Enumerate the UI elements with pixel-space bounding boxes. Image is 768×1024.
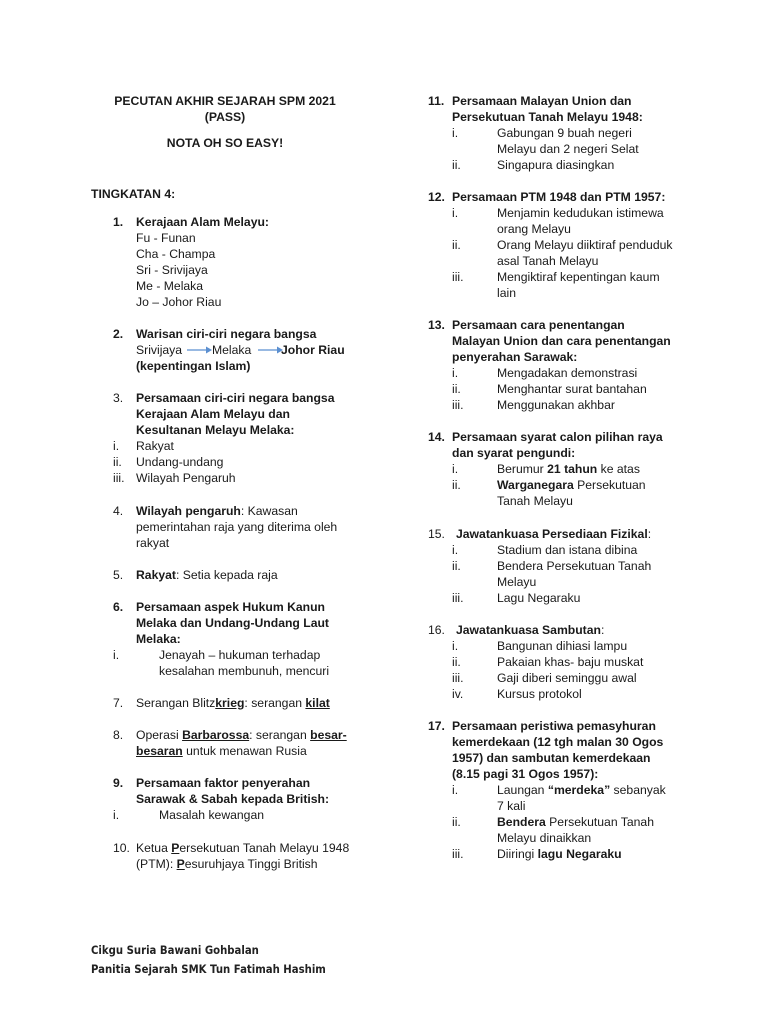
list-item: Mengiktiraf kepentingan kaum [497,270,660,284]
list-item: Laungan “merdeka” sebanyak [497,783,666,797]
list-item: Lagu Negaraku [497,591,581,605]
item-title: Persamaan ciri-ciri negara bangsa [136,391,335,405]
list-item: Berumur 21 tahun ke atas [497,462,640,476]
page-title: PECUTAN AKHIR SEJARAH SPM 2021 [114,94,336,108]
list-item: Kursus protokol [497,687,582,701]
item-title: Persekutuan Tanah Melayu 1948: [452,110,643,124]
list-item: Tanah Melayu [497,494,573,508]
roman-numeral: ii. [452,815,461,829]
item-title: Kesultanan Melayu Melaka: [136,423,295,437]
item-title: Persamaan aspek Hukum Kanun [136,600,325,614]
footer-panel: Panitia Sejarah SMK Tun Fatimah Hashim [91,962,326,976]
list-item: Wilayah Pengaruh [136,471,236,485]
item-text: (PTM): Pesuruhjaya Tinggi British [136,857,318,871]
item-number: 9. [113,776,124,790]
item-text: rakyat [136,536,170,550]
roman-numeral: iv. [452,687,464,701]
item-title: Melaka dan Undang-Undang Laut [136,616,329,630]
list-item: Melayu dan 2 negeri Selat [497,142,639,156]
item-text: pemerintahan raja yang diterima oleh [136,520,338,534]
roman-numeral: ii. [452,655,461,669]
item-number: 15. [428,527,445,541]
item-number: 4. [113,504,124,518]
item-title: Warisan ciri-ciri negara bangsa [136,327,317,341]
flow-srivijaya: Srivijaya [136,343,183,357]
roman-numeral: ii. [452,478,461,492]
arrow-right-icon [257,345,283,355]
list-item: Orang Melayu diiktiraf penduduk [497,238,673,252]
section-heading: TINGKATAN 4: [91,187,176,201]
list-item: 7 kali [497,799,526,813]
item-text: Wilayah pengaruh: Kawasan [136,504,298,518]
roman-numeral: iii. [452,270,464,284]
item-text: besaran untuk menawan Rusia [136,744,307,758]
list-item: lain [497,286,516,300]
item-line: Jo – Johor Riau [136,295,222,309]
item-title: kemerdekaan (12 tgh malan 30 Ogos [452,735,664,749]
item-title: Malayan Union dan cara penentangan [452,334,671,348]
item-text: Rakyat: Setia kepada raja [136,568,278,582]
item-number: 5. [113,568,124,582]
list-item: Warganegara Persekutuan [497,478,646,492]
list-item: Masalah kewangan [159,808,265,822]
roman-numeral: iii. [452,398,464,412]
list-item: Menghantar surat bantahan [497,382,647,396]
list-item: orang Melayu [497,222,571,236]
list-item: Bendera Persekutuan Tanah [497,815,654,829]
list-item: Singapura diasingkan [497,158,615,172]
list-item: Melayu dinaikkan [497,831,592,845]
roman-numeral: i. [113,648,120,662]
item-number: 2. [113,327,124,341]
roman-numeral: i. [452,543,459,557]
item-title: Persamaan peristiwa pemasyhuran [452,719,656,733]
roman-numeral: i. [452,206,459,220]
roman-numeral: iii. [452,847,464,861]
arrow-right-icon [186,345,212,355]
footer-author: Cikgu Suria Bawani Gohbalan [91,943,259,957]
item-title: Persamaan faktor penyerahan [136,776,311,790]
roman-numeral: ii. [452,559,461,573]
list-item: Stadium dan istana dibina [497,543,638,557]
item-title: Kerajaan Alam Melayu dan [136,407,290,421]
list-item: Bangunan dihiasi lampu [497,639,628,653]
item-title: Kerajaan Alam Melayu: [136,215,269,229]
item-title: dan syarat pengundi: [452,446,576,460]
item-number: 6. [113,600,124,614]
roman-numeral: i. [452,783,459,797]
list-item: kesalahan membunuh, mencuri [159,664,330,678]
flow-melaka: Melaka [212,343,252,357]
item-title: Persamaan syarat calon pilihan raya [452,430,663,444]
item-title: penyerahan Sarawak: [452,350,578,364]
item-title: 1957) dan sambutan kemerdekaan [452,751,651,765]
item-text: Serangan Blitzkrieg: serangan kilat [136,696,330,710]
item-title: (8.15 pagi 31 Ogos 1957): [452,767,599,781]
item-number: 12. [428,190,445,204]
roman-numeral: i. [452,126,459,140]
item-number: 14. [428,430,445,444]
roman-numeral: i. [452,639,459,653]
list-item: Menggunakan akhbar [497,398,615,412]
item-title: Sarawak & Sabah kepada British: [136,792,330,806]
roman-numeral: ii. [452,238,461,252]
item-text: Ketua Persekutuan Tanah Melayu 1948 [136,841,350,855]
list-item: Gabungan 9 buah negeri [497,126,632,140]
roman-numeral: i. [452,366,459,380]
list-item: Jenayah – hukuman terhadap [159,648,321,662]
list-item: Gaji diberi seminggu awal [497,671,637,685]
page-subtitle: NOTA OH SO EASY! [166,136,284,150]
item-number: 13. [428,318,445,332]
item-number: 16. [428,623,445,637]
item-title: Persamaan Malayan Union dan [452,94,632,108]
list-item: Rakyat [136,439,174,453]
list-item: Menjamin kedudukan istimewa [497,206,664,220]
item-line: Me - Melaka [136,279,204,293]
list-item: Diiringi lagu Negaraku [497,847,622,861]
item-number: 1. [113,215,124,229]
list-item: Undang-undang [136,455,224,469]
roman-numeral: iii. [113,471,125,485]
item-text: Operasi Barbarossa: serangan besar- [136,728,347,742]
item-title: Persamaan cara penentangan [452,318,625,332]
item-title: Melaka: [136,632,181,646]
item-title: Jawatankuasa Persediaan Fizikal: [456,527,652,541]
roman-numeral: i. [452,462,459,476]
item-line: Sri - Srivijaya [136,263,208,277]
item-line: Fu - Funan [136,231,196,245]
roman-numeral: i. [113,439,120,453]
page-title-sub: (PASS) [204,110,246,124]
roman-numeral: ii. [113,455,122,469]
roman-numeral: i. [113,808,120,822]
list-item: Bendera Persekutuan Tanah [497,559,652,573]
list-item: asal Tanah Melayu [497,254,599,268]
item-note: (kepentingan Islam) [136,359,251,373]
item-number: 7. [113,696,124,710]
list-item: Pakaian khas- baju muskat [497,655,644,669]
item-line: Cha - Champa [136,247,216,261]
roman-numeral: ii. [452,382,461,396]
list-item: Mengadakan demonstrasi [497,366,638,380]
item-number: 17. [428,719,445,733]
flow-johor-riau: Johor Riau [281,343,345,357]
list-item: Melayu [497,575,537,589]
item-number: 10. [113,841,130,855]
item-number: 11. [428,94,445,108]
item-title: Jawatankuasa Sambutan: [456,623,605,637]
roman-numeral: ii. [452,158,461,172]
roman-numeral: iii. [452,671,464,685]
item-number: 3. [113,391,124,405]
item-number: 8. [113,728,124,742]
roman-numeral: iii. [452,591,464,605]
item-title: Persamaan PTM 1948 dan PTM 1957: [452,190,666,204]
